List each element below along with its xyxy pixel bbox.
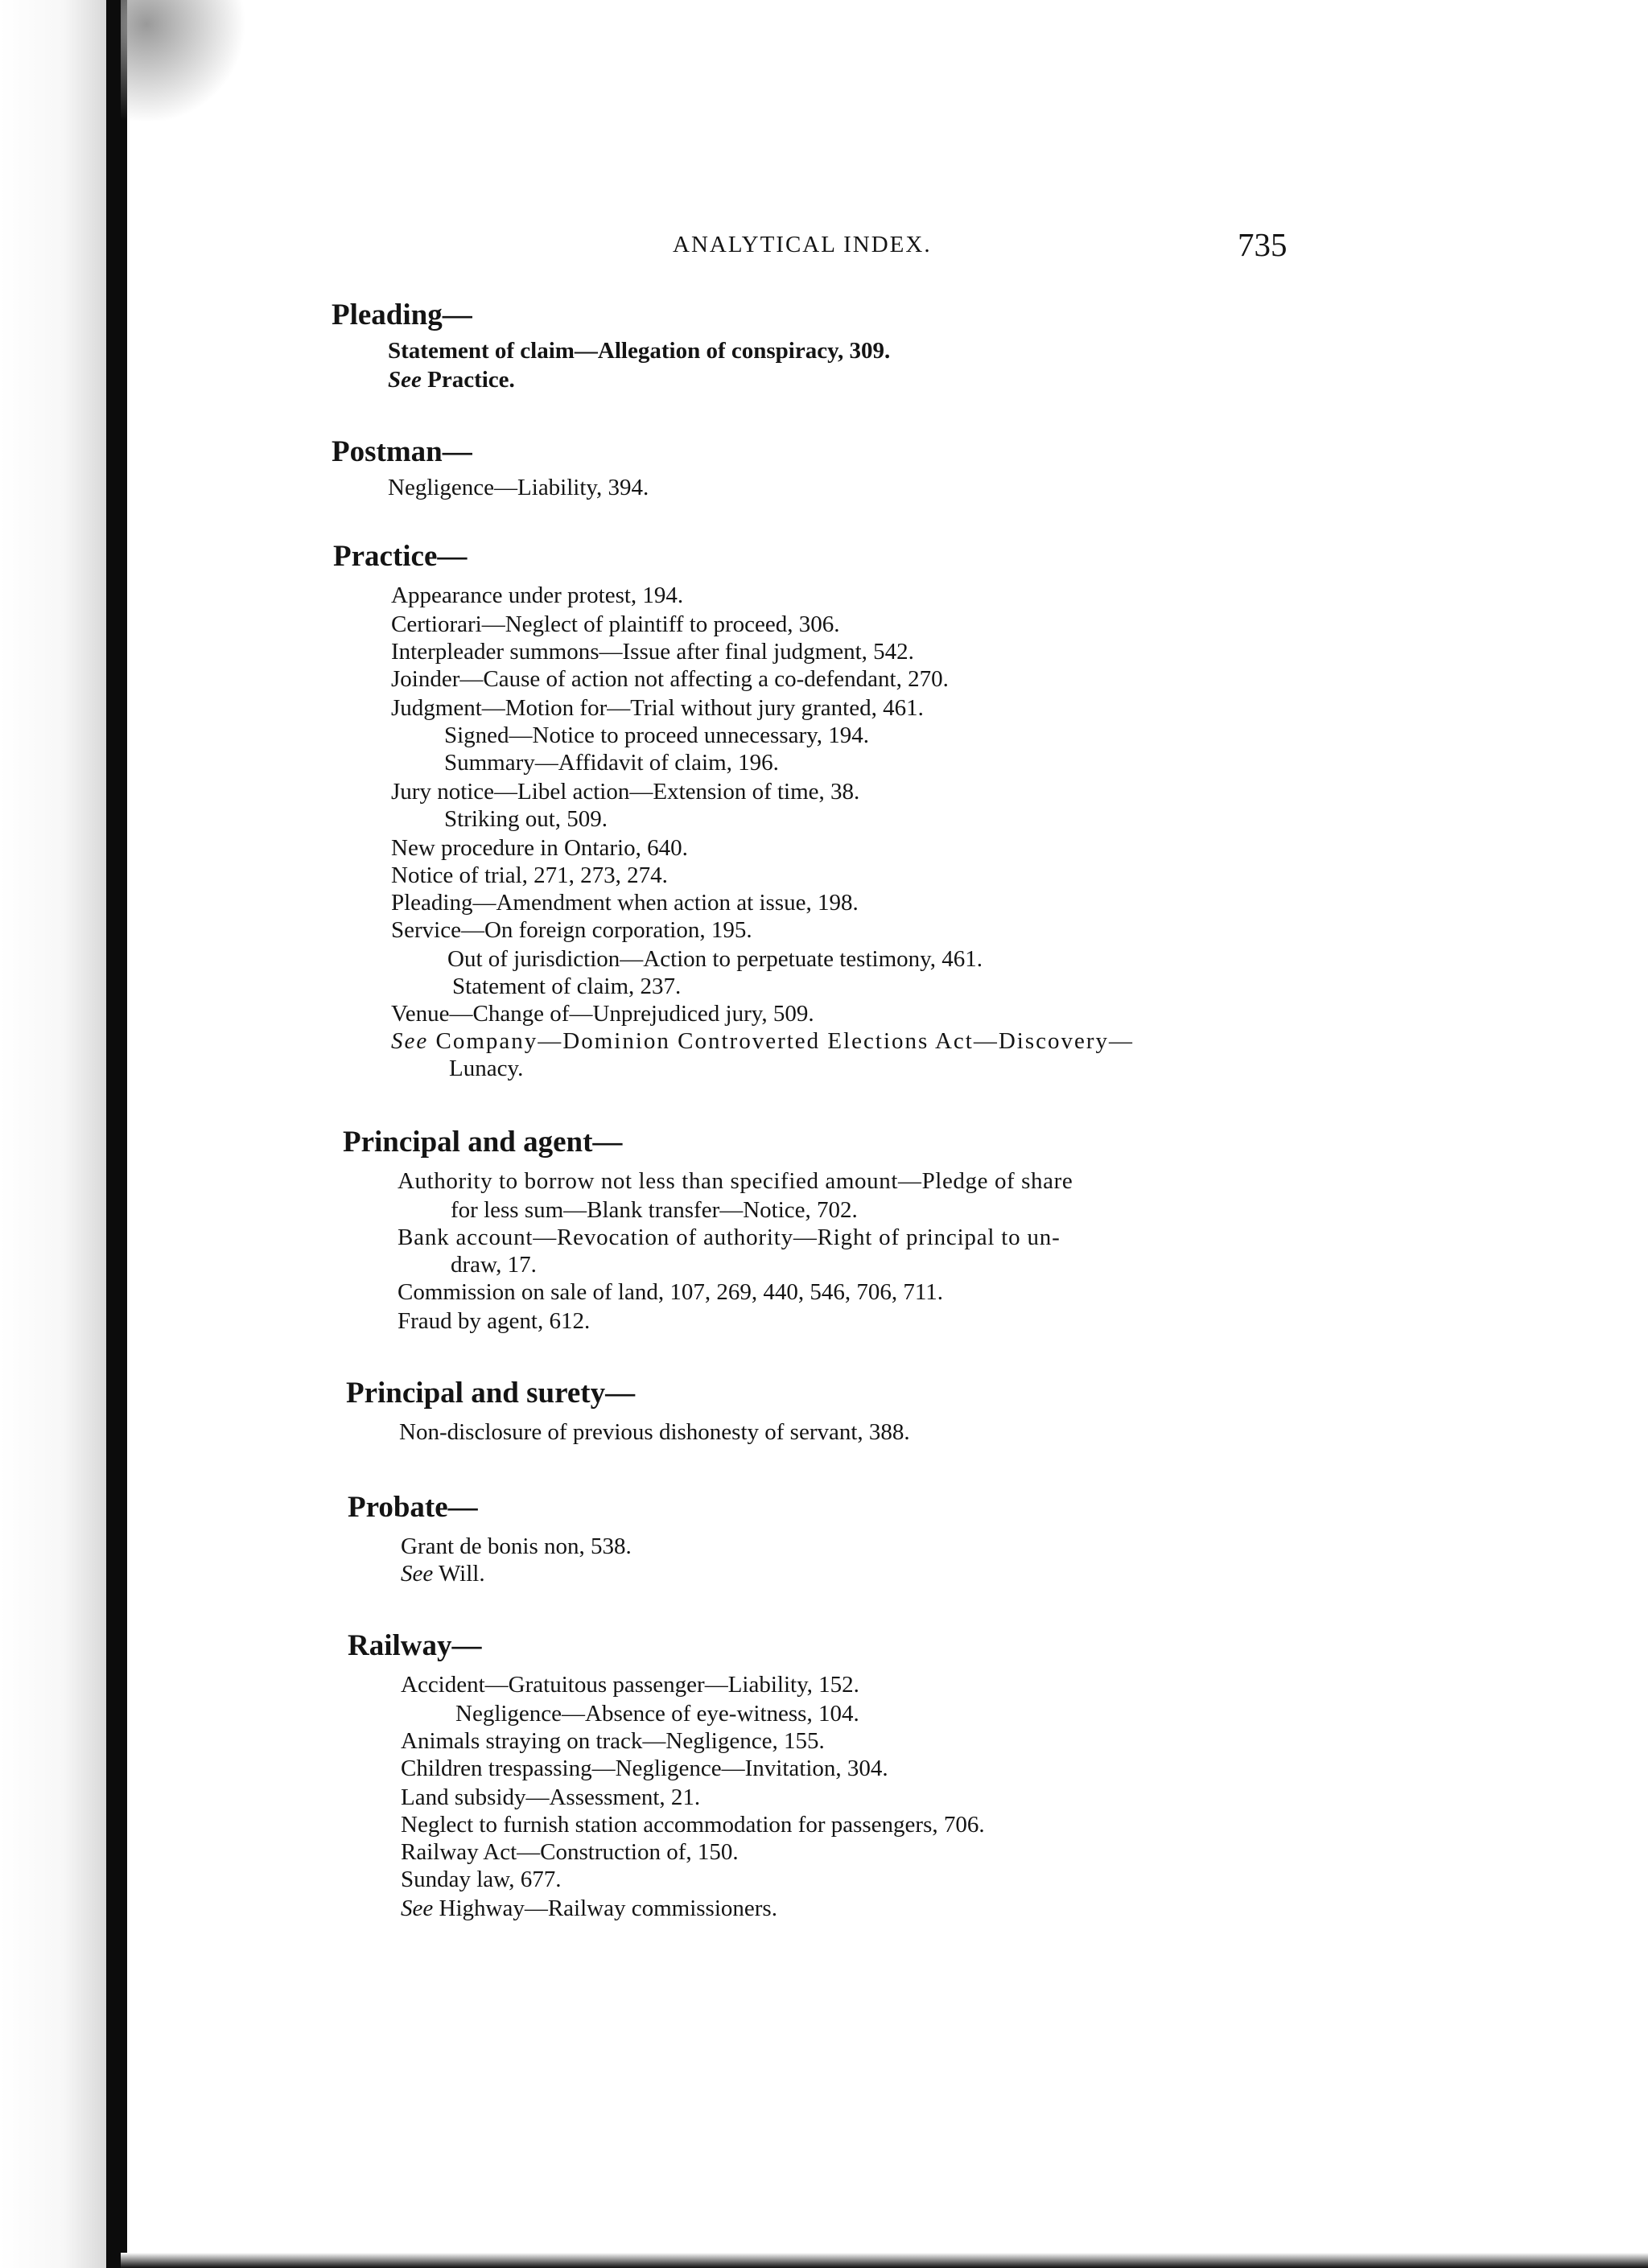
scan-noise xyxy=(121,0,249,121)
entry-line: Notice of trial, 271, 273, 274. xyxy=(391,862,668,888)
entry-line: Joinder—Cause of action not affecting a co-defendant, 270. xyxy=(391,666,949,692)
see-reference: See xyxy=(401,1895,434,1921)
entry-heading: Pleading— xyxy=(332,298,472,331)
entry-heading: Practice— xyxy=(333,540,468,573)
entry-line: Statement of claim—Allegation of conspiracy, 309. xyxy=(388,338,891,364)
entry-heading: Railway— xyxy=(348,1629,482,1662)
entry-line: Summary—Affidavit of claim, 196. xyxy=(444,750,779,776)
entry-heading: Principal and surety— xyxy=(346,1377,636,1410)
entry-line: New procedure in Ontario, 640. xyxy=(391,835,688,861)
entry-line: Interpleader summons—Issue after final judgment, 542. xyxy=(391,639,914,665)
entry-heading: Postman— xyxy=(332,435,472,468)
see-target: Company—Dominion Controverted Elections Act—Discovery— xyxy=(428,1028,1135,1054)
entry-line: Lunacy. xyxy=(449,1056,524,1081)
entry-heading: Principal and agent— xyxy=(343,1126,623,1159)
entry-line: Negligence—Absence of eye-witness, 104. xyxy=(455,1701,859,1727)
entry-line: Railway Act—Construction of, 150. xyxy=(401,1839,739,1865)
entry-line: Non-disclosure of previous dishonesty of servant, 388. xyxy=(399,1419,910,1445)
page-number: 735 xyxy=(1238,226,1288,263)
entry-line: Statement of claim, 237. xyxy=(452,973,682,999)
entry-line: Children trespassing—Negligence—Invitation, 304. xyxy=(401,1756,888,1781)
entry-line: Grant de bonis non, 538. xyxy=(401,1533,632,1559)
entry-line: Pleading—Amendment when action at issue, 198. xyxy=(391,890,859,916)
entry-line: draw, 17. xyxy=(451,1252,537,1278)
entry-line: Land subsidy—Assessment, 21. xyxy=(401,1784,701,1810)
see-target: Will. xyxy=(433,1561,485,1587)
entry-line: Judgment—Motion for—Trial without jury granted, 461. xyxy=(391,695,924,721)
see-reference: See xyxy=(391,1028,429,1054)
see-target: Practice. xyxy=(421,367,515,393)
scan-margin-left xyxy=(0,0,106,2268)
entry-line: Jury notice—Libel action—Extension of time, 38. xyxy=(391,779,860,805)
scan-binding-shadow xyxy=(106,0,127,2268)
entry-line xyxy=(401,1561,485,1587)
entry-line: Out of jurisdiction—Action to perpetuate testimony, 461. xyxy=(447,946,983,972)
entry-line: Authority to borrow not less than specified amount—Pledge of share xyxy=(398,1168,1073,1194)
scan-bottom-edge xyxy=(121,2253,1648,2268)
entry-line: Fraud by agent, 612. xyxy=(398,1308,591,1334)
entry-line: Accident—Gratuitous passenger—Liability, 152. xyxy=(401,1672,859,1698)
see-reference: See xyxy=(401,1561,434,1587)
see-target: Highway—Railway commissioners. xyxy=(433,1895,777,1921)
entry-line: Sunday law, 677. xyxy=(401,1867,562,1892)
see-reference: See xyxy=(388,367,422,393)
entry-line: Striking out, 509. xyxy=(444,806,608,832)
entry-line: Certiorari—Neglect of plaintiff to proceed, 306. xyxy=(391,611,840,637)
entry-line: Venue—Change of—Unprejudiced jury, 509. xyxy=(391,1001,814,1027)
entry-line: Commission on sale of land, 107, 269, 440, 546, 706, 711. xyxy=(398,1279,943,1305)
entry-line: Bank account—Revocation of authority—Right of principal to un- xyxy=(398,1225,1061,1250)
running-head xyxy=(0,226,1648,280)
entry-heading: Probate— xyxy=(348,1491,478,1524)
entry-line xyxy=(401,1895,777,1922)
entry-line: Service—On foreign corporation, 195. xyxy=(391,917,752,943)
entry-line: Appearance under protest, 194. xyxy=(391,582,684,608)
entry-line: Animals straying on track—Negligence, 155. xyxy=(401,1728,825,1754)
entry-line: Neglect to furnish station accommodation for passengers, 706. xyxy=(401,1812,985,1838)
entry-line xyxy=(391,1028,1134,1055)
entry-line: Signed—Notice to proceed unnecessary, 194. xyxy=(444,722,870,748)
entry-line: Negligence—Liability, 394. xyxy=(388,475,649,500)
running-title: ANALYTICAL INDEX. xyxy=(673,232,932,257)
entry-line xyxy=(388,367,515,393)
entry-line: for less sum—Blank transfer—Notice, 702. xyxy=(451,1197,858,1223)
